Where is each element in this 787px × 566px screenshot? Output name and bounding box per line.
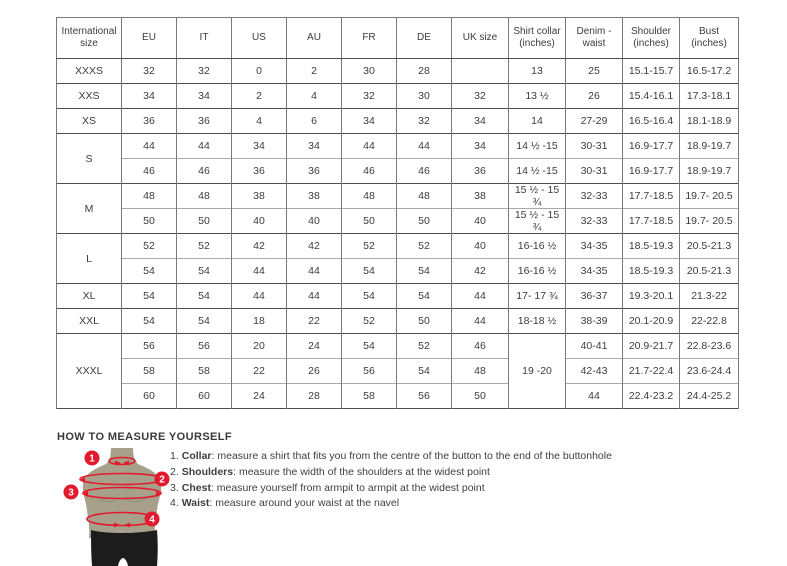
column-header: AU xyxy=(287,18,342,59)
table-cell: 54 xyxy=(177,309,232,334)
table-row xyxy=(57,384,739,409)
table-row xyxy=(57,84,739,109)
table-cell: 16.5-16.4 xyxy=(623,109,680,134)
table-cell: 30 xyxy=(342,59,397,84)
table-cell: 0 xyxy=(232,59,287,84)
table-cell: 2 xyxy=(232,84,287,109)
table-cell: 18.5-19.3 xyxy=(623,259,680,284)
table-cell: 36 xyxy=(122,109,177,134)
table-row xyxy=(57,209,739,234)
table-row xyxy=(57,184,739,209)
table-cell: 16.5-17.2 xyxy=(680,59,739,84)
table-cell: 36 xyxy=(452,159,509,184)
table-cell: 16-16 ½ xyxy=(509,234,566,259)
table-cell: 13 ½ xyxy=(509,84,566,109)
column-header: Shoulder (inches) xyxy=(623,18,680,59)
item-number: 3. xyxy=(170,481,179,494)
table-cell: 19.3-20.1 xyxy=(623,284,680,309)
table-cell: 32 xyxy=(122,59,177,84)
figure-marker-3 xyxy=(64,485,79,500)
table-cell: 34-35 xyxy=(566,259,623,284)
table-cell: 46 xyxy=(122,159,177,184)
table-row xyxy=(57,59,739,84)
table-cell: 28 xyxy=(287,384,342,409)
table-cell: 50 xyxy=(177,209,232,234)
table-cell: 18.5-19.3 xyxy=(623,234,680,259)
table-cell: 54 xyxy=(177,259,232,284)
measure-item-collar xyxy=(170,449,730,465)
table-row xyxy=(57,134,739,159)
table-cell: 50 xyxy=(397,209,452,234)
table-cell: 19 -20 xyxy=(509,334,566,409)
table-cell: 42 xyxy=(232,234,287,259)
item-text: : measure around your waist at the navel xyxy=(209,497,400,510)
table-cell: 18-18 ½ xyxy=(509,309,566,334)
table-cell: 20.1-20.9 xyxy=(623,309,680,334)
table-cell: 34 xyxy=(342,109,397,134)
size-chart-table xyxy=(56,17,739,409)
column-header: Shirt collar (inches) xyxy=(509,18,566,59)
table-cell: 24.4-25.2 xyxy=(680,384,739,409)
table-cell: 46 xyxy=(452,334,509,359)
table-cell: 40 xyxy=(287,209,342,234)
table-cell: 56 xyxy=(397,384,452,409)
figure-marker-2 xyxy=(155,472,170,487)
table-cell: 54 xyxy=(122,284,177,309)
table-cell: 32 xyxy=(177,59,232,84)
table-cell: 58 xyxy=(122,359,177,384)
table-cell: 44 xyxy=(287,284,342,309)
item-text: : measure the width of the shoulders at the widest point xyxy=(233,465,490,478)
table-cell: 26 xyxy=(287,359,342,384)
table-row xyxy=(57,259,739,284)
table-cell: 54 xyxy=(397,284,452,309)
table-cell: 21.3-22 xyxy=(680,284,739,309)
table-cell: 34 xyxy=(232,134,287,159)
table-cell: 52 xyxy=(397,234,452,259)
table-cell: 30 xyxy=(397,84,452,109)
table-cell: 44 xyxy=(452,309,509,334)
column-header: FR xyxy=(342,18,397,59)
table-cell: 15.4-16.1 xyxy=(623,84,680,109)
table-cell: XXXS xyxy=(57,59,122,84)
svg-text:4: 4 xyxy=(149,514,155,526)
column-header: EU xyxy=(122,18,177,59)
table-cell: 20.5-21.3 xyxy=(680,259,739,284)
table-cell: 40 xyxy=(232,209,287,234)
table-cell: 52 xyxy=(122,234,177,259)
column-header: UK size xyxy=(452,18,509,59)
table-cell: 48 xyxy=(122,184,177,209)
table-cell: 42 xyxy=(452,259,509,284)
table-row xyxy=(57,334,739,359)
table-cell: 38 xyxy=(452,184,509,209)
table-cell: 36-37 xyxy=(566,284,623,309)
table-cell: 25 xyxy=(566,59,623,84)
table-cell: 13 xyxy=(509,59,566,84)
table-cell: 54 xyxy=(122,259,177,284)
table-cell: 48 xyxy=(397,184,452,209)
table-cell: 6 xyxy=(287,109,342,134)
table-cell: 50 xyxy=(122,209,177,234)
table-cell: 28 xyxy=(397,59,452,84)
table-cell: 52 xyxy=(342,234,397,259)
table-cell: 50 xyxy=(452,384,509,409)
table-cell: XS xyxy=(57,109,122,134)
header-row xyxy=(57,18,739,59)
table-cell: 30-31 xyxy=(566,134,623,159)
table-cell: 14 ½ -15 xyxy=(509,134,566,159)
table-cell: 44 xyxy=(122,134,177,159)
table-cell: 16-16 ½ xyxy=(509,259,566,284)
table-cell: 34 xyxy=(122,84,177,109)
table-cell: XL xyxy=(57,284,122,309)
table-cell: XXXL xyxy=(57,334,122,409)
table-cell: 42-43 xyxy=(566,359,623,384)
item-term: Shoulders xyxy=(181,465,234,478)
table-cell: 27-29 xyxy=(566,109,623,134)
table-cell: 26 xyxy=(566,84,623,109)
table-cell: 23.6-24.4 xyxy=(680,359,739,384)
table-cell: 50 xyxy=(342,209,397,234)
item-number: 4. xyxy=(170,497,179,510)
table-cell: 16.9-17.7 xyxy=(623,159,680,184)
measure-item-shoulders xyxy=(170,465,730,481)
table-cell: 44 xyxy=(287,259,342,284)
table-cell: 54 xyxy=(397,259,452,284)
table-cell: 54 xyxy=(342,259,397,284)
table-row xyxy=(57,359,739,384)
table-cell: 15 ½ - 15 ¾ xyxy=(509,209,566,234)
table-cell: 14 ½ -15 xyxy=(509,159,566,184)
measure-section-heading: HOW TO MEASURE YOURSELF xyxy=(57,431,233,443)
table-cell: 52 xyxy=(342,309,397,334)
table-cell: 17- 17 ¾ xyxy=(509,284,566,309)
table-cell: 54 xyxy=(122,309,177,334)
table-cell: 32 xyxy=(452,84,509,109)
table-cell: 22 xyxy=(232,359,287,384)
table-body xyxy=(57,59,739,409)
table-cell: 22-22.8 xyxy=(680,309,739,334)
table-cell: 32-33 xyxy=(566,184,623,209)
table-cell: 14 xyxy=(509,109,566,134)
table-cell: 24 xyxy=(232,384,287,409)
table-cell: 54 xyxy=(342,284,397,309)
table-cell: 58 xyxy=(177,359,232,384)
item-number: 1. xyxy=(170,450,179,462)
table-row xyxy=(57,109,739,134)
column-header: US xyxy=(232,18,287,59)
table-cell: 36 xyxy=(232,159,287,184)
table-cell: 44 xyxy=(566,384,623,409)
table-cell: 54 xyxy=(397,359,452,384)
figure-marker-4 xyxy=(145,512,160,527)
column-header: IT xyxy=(177,18,232,59)
table-cell: 18 xyxy=(232,309,287,334)
table-cell: 44 xyxy=(342,134,397,159)
column-header: DE xyxy=(397,18,452,59)
table-cell: 44 xyxy=(452,284,509,309)
table-cell: 50 xyxy=(397,309,452,334)
svg-text:3: 3 xyxy=(68,487,74,499)
table-cell: 32 xyxy=(397,109,452,134)
table-cell: 44 xyxy=(232,284,287,309)
table-cell: 22.4-23.2 xyxy=(623,384,680,409)
table-cell: 17.7-18.5 xyxy=(623,184,680,209)
table-cell: 48 xyxy=(177,184,232,209)
table-cell: 18.1-18.9 xyxy=(680,109,739,134)
table-cell: 48 xyxy=(342,184,397,209)
svg-text:2: 2 xyxy=(159,474,165,486)
table-cell: 48 xyxy=(452,359,509,384)
table-cell: 46 xyxy=(342,159,397,184)
measure-instruction-list xyxy=(170,449,730,512)
item-text: : measure a shirt that fits you from the centre of the button to the end of the buttonhole xyxy=(211,450,612,462)
table-cell: 56 xyxy=(342,359,397,384)
column-header: Bust (inches) xyxy=(680,18,739,59)
table-cell: L xyxy=(57,234,122,284)
table-cell: 42 xyxy=(287,234,342,259)
table-cell: 52 xyxy=(177,234,232,259)
table-cell: 38-39 xyxy=(566,309,623,334)
table-cell: 58 xyxy=(342,384,397,409)
table-cell: 18.9-19.7 xyxy=(680,159,739,184)
mannequin-shorts xyxy=(91,530,158,566)
column-header: Denim - waist xyxy=(566,18,623,59)
table-cell: 34-35 xyxy=(566,234,623,259)
table-cell xyxy=(452,59,509,84)
item-number: 2. xyxy=(170,465,179,478)
table-cell: 40 xyxy=(452,209,509,234)
table-cell: 44 xyxy=(232,259,287,284)
table-cell: 20 xyxy=(232,334,287,359)
table-cell: 2 xyxy=(287,59,342,84)
table-cell: 19.7- 20.5 xyxy=(680,184,739,209)
table-cell: 18.9-19.7 xyxy=(680,134,739,159)
table-cell: 56 xyxy=(177,334,232,359)
table-cell: 30-31 xyxy=(566,159,623,184)
table-row xyxy=(57,309,739,334)
mannequin-figure xyxy=(58,446,186,566)
table-cell: 46 xyxy=(177,159,232,184)
table-cell: 17.3-18.1 xyxy=(680,84,739,109)
table-cell: 38 xyxy=(232,184,287,209)
table-cell: 34 xyxy=(177,84,232,109)
table-cell: 16.9-17.7 xyxy=(623,134,680,159)
table-cell: 56 xyxy=(122,334,177,359)
measure-item-waist xyxy=(170,496,730,512)
table-row xyxy=(57,159,739,184)
table-cell: 36 xyxy=(177,109,232,134)
table-cell: 44 xyxy=(177,134,232,159)
table-cell: 46 xyxy=(397,159,452,184)
table-cell: 54 xyxy=(177,284,232,309)
table-cell: XXL xyxy=(57,309,122,334)
table-cell: XXS xyxy=(57,84,122,109)
table-cell: 34 xyxy=(287,134,342,159)
table-row xyxy=(57,284,739,309)
column-header: International size xyxy=(57,18,122,59)
table-cell: 21.7-22.4 xyxy=(623,359,680,384)
table-cell: 19.7- 20.5 xyxy=(680,209,739,234)
table-cell: 20.5-21.3 xyxy=(680,234,739,259)
table-cell: 40 xyxy=(452,234,509,259)
table-cell: S xyxy=(57,134,122,184)
table-cell: 4 xyxy=(232,109,287,134)
table-cell: M xyxy=(57,184,122,234)
table-cell: 22.8-23.6 xyxy=(680,334,739,359)
measure-item-chest xyxy=(170,481,730,497)
table-cell: 24 xyxy=(287,334,342,359)
table-cell: 60 xyxy=(122,384,177,409)
table-cell: 17.7-18.5 xyxy=(623,209,680,234)
item-term: Collar xyxy=(181,450,212,462)
table-cell: 22 xyxy=(287,309,342,334)
table-cell: 54 xyxy=(342,334,397,359)
table-cell: 32 xyxy=(342,84,397,109)
table-cell: 20.9-21.7 xyxy=(623,334,680,359)
table-cell: 40-41 xyxy=(566,334,623,359)
table-cell: 36 xyxy=(287,159,342,184)
table-cell: 34 xyxy=(452,109,509,134)
item-text: : measure yourself from armpit to armpit at the widest point xyxy=(210,481,485,494)
table-row xyxy=(57,234,739,259)
table-cell: 15.1-15.7 xyxy=(623,59,680,84)
table-cell: 32-33 xyxy=(566,209,623,234)
figure-marker-1 xyxy=(85,451,100,466)
table-cell: 52 xyxy=(397,334,452,359)
item-term: Waist xyxy=(181,497,210,510)
table-cell: 34 xyxy=(452,134,509,159)
table-cell: 4 xyxy=(287,84,342,109)
table-cell: 44 xyxy=(397,134,452,159)
table-cell: 60 xyxy=(177,384,232,409)
svg-text:1: 1 xyxy=(89,453,95,465)
table-cell: 38 xyxy=(287,184,342,209)
table-cell: 15 ½ - 15 ¾ xyxy=(509,184,566,209)
item-term: Chest xyxy=(181,481,211,494)
